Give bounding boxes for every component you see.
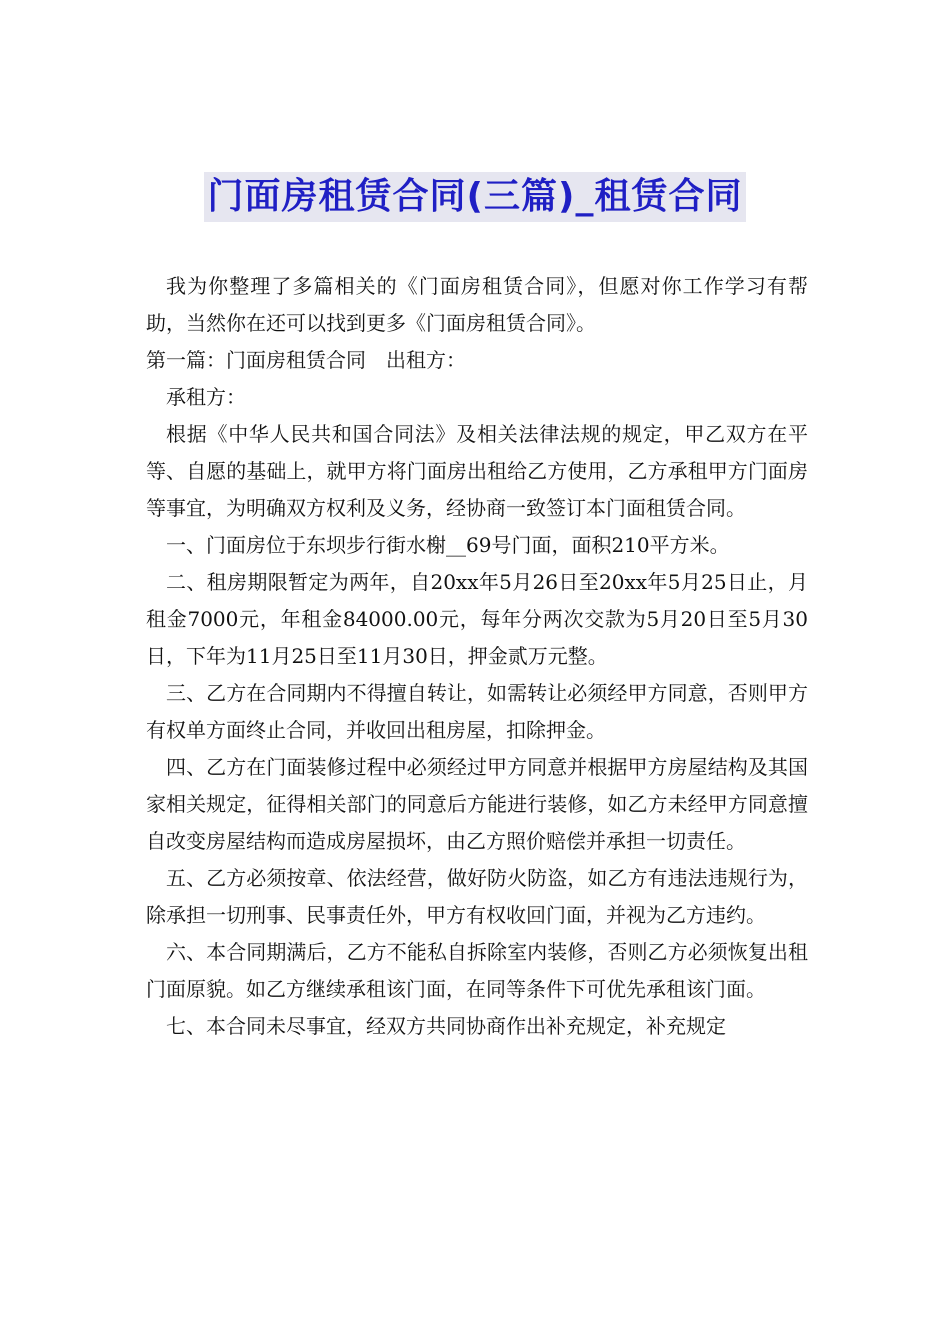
intro-paragraph: 我为你整理了多篇相关的《门面房租赁合同》，但愿对你工作学习有帮助，当然你在还可以找到更多《门面房租赁合同》。: [146, 274, 808, 335]
clause-6: 六、本合同期满后，乙方不能私自拆除室内装修，否则乙方必须恢复出租门面原貌。如乙方继续承租该门面，在同等条件下可优先承租该门面。: [146, 940, 808, 1001]
lessor-label: 出租方：: [386, 348, 466, 372]
clause-4: 四、乙方在门面装修过程中必须经过甲方同意并根据甲方房屋结构及其国家相关规定，征得相关部门的同意后方能进行装修，如乙方未经甲方同意擅自改变房屋结构而造成房屋损坏，由乙方照价赔偿并承担一切责任。: [146, 755, 808, 853]
clause-3: 三、乙方在合同期内不得擅自转让，如需转让必须经甲方同意，否则甲方有权单方面终止合同，并收回出租房屋，扣除押金。: [146, 681, 808, 742]
title-container: [0, 172, 950, 222]
preamble-paragraph: 根据《中华人民共和国合同法》及相关法律法规的规定，甲乙双方在平等、自愿的基础上，就甲方将门面房出租给乙方使用，乙方承租甲方门面房等事宜，为明确双方权利及义务，经协商一致签订本门面租赁合同。: [146, 422, 808, 520]
section-heading-line: [146, 342, 808, 379]
section-heading: 第一篇：门面房租赁合同: [146, 348, 366, 372]
clause-7: 七、本合同未尽事宜，经双方共同协商作出补充规定，补充规定: [166, 1014, 726, 1038]
clause-2: 二、租房期限暂定为两年，自20xx年5月26日至20xx年5月25日止，月租金7000元，年租金84000.00元，每年分两次交款为5月20日至5月30日，下年为11月25日至11月30日，押金贰万元整。: [146, 570, 808, 668]
clause-1: 一、门面房位于东坝步行街水榭__69号门面，面积210平方米。: [166, 533, 730, 557]
document-title: 门面房租赁合同(三篇)_租赁合同: [204, 172, 747, 222]
clause-5: 五、乙方必须按章、依法经营，做好防火防盗，如乙方有违法违规行为，除承担一切刑事、民事责任外，甲方有权收回门面，并视为乙方违约。: [146, 866, 808, 927]
document-body: [146, 268, 808, 1045]
lessee-label: 承租方：: [166, 385, 246, 409]
